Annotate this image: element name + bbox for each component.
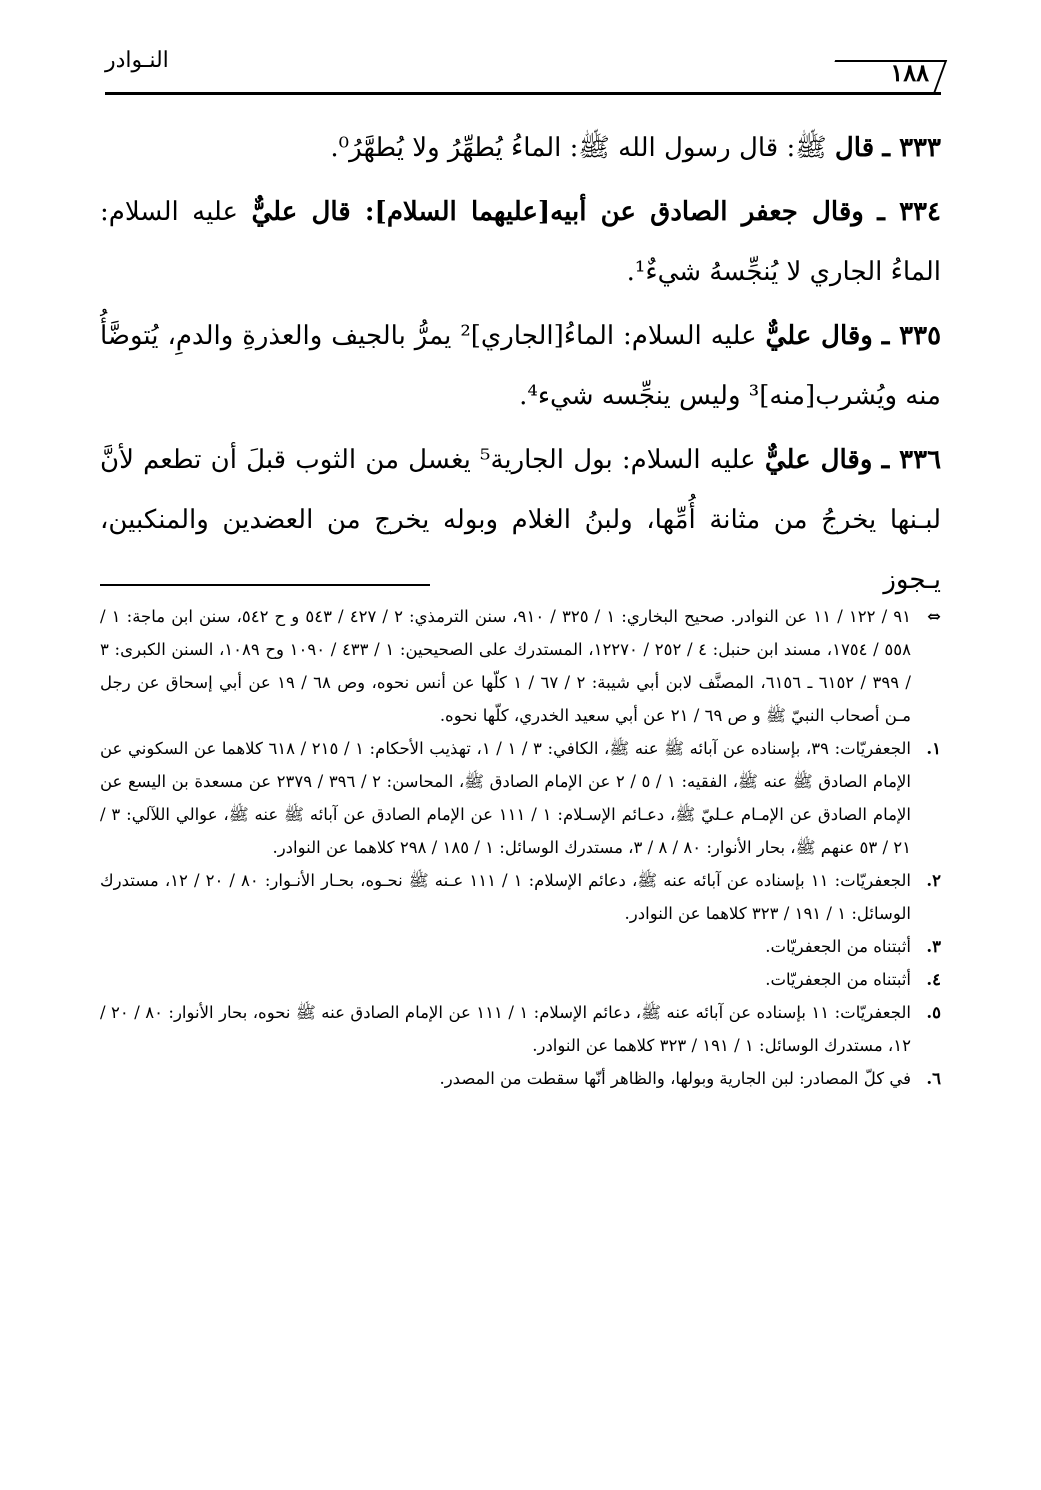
running-header [105, 40, 941, 96]
page-number: ١٨٨ [890, 58, 929, 87]
header-rule [105, 92, 941, 95]
footnote-divider [100, 584, 430, 586]
hadith-lead: وقال جعفر الصادق عن أبيه[عليهما السلام]: قال عليٌّ [251, 197, 864, 227]
footnote-2 [100, 864, 941, 930]
hadith-text: عليه السلام: بول الجارية⁵ يغسل من الثوب قبلَ أن تطعم لأنَّ لبـنها يخرجُ من مثانة أُمِّها، ولبنُ الغلام وبوله يخرج من العضدين والمنكبين، يـجوز [100, 445, 941, 595]
hadith-number: ٣٣٥ ـ [881, 321, 942, 351]
source-arrow-icon: ⇔ [927, 607, 941, 626]
main-text [100, 118, 941, 614]
hadith-lead: وقال عليٌّ [764, 445, 873, 475]
footnote-text: في كلّ المصادر: لبن الجارية وبولها، والظاهر أنّها سقطت من المصدر. [439, 1069, 911, 1088]
footnote-marker: ٢. [926, 871, 941, 890]
hadith-number: ٣٣٣ ـ [882, 133, 941, 163]
footnote-marker: ١. [926, 739, 941, 758]
footnote-text: الجعفريّات: ٣٩، بإسناده عن آبائه ﷺ عنه ﷺ، الكافي: ٣ / ١ / ١، تهذيب الأحكام: ١ / ٢١٥ / ٦١٨ كلاهما عن السكوني عن الإمام الصادق ﷺ عنه ﷺ، الفقيه: ١ / ٥ / ٢ عن الإمام الصادق ﷺ، المحاسن: ٢ / ٣٩٦ / ٢٣٧٩ عن مسعدة بن اليسع عن الإمام الصادق عن الإمـام عـليّ ﷺ، دعـائم الإسـلام: ١ / ١١١ عن الإمام الصادق عن آبائه ﷺ عنه ﷺ، عوالي اللآلي: ٣ / ٢١ / ٥٣ عنهم ﷺ، بحار الأنوار: ٨٠ / ٨ / ٣، مستدرك الوسائل: ١ / ١٨٥ / ٢٩٨ كلاهما عن النوادر. [100, 739, 911, 857]
hadith-number: ٣٣٤ ـ [877, 197, 941, 227]
footnote-3 [100, 930, 941, 963]
hadith-334 [100, 182, 941, 302]
running-title: النـوادر [105, 48, 169, 73]
hadith-335 [100, 306, 941, 426]
hadith-number: ٣٣٦ ـ [881, 445, 942, 475]
footnote-text: الجعفريّات: ١١ بإسناده عن آبائه عنه ﷺ، دعائم الإسلام: ١ / ١١١ عـنه ﷺ نحـوه، بحـار الأنـوار: ٨٠ / ٢٠ / ١٢، مستدرك الوسائل: ١ / ١٩١ / ٣٢٣ كلاهما عن النوادر. [100, 871, 911, 923]
footnote-marker: ٥. [926, 1003, 941, 1022]
hadith-333 [100, 118, 941, 178]
footnote-marker: ٣. [926, 937, 941, 956]
footnote-6 [100, 1062, 941, 1095]
footnote-text: ٩١ / ١٢٢ / ١١ عن النوادر. صحيح البخاري: ١ / ٣٢٥ / ٩١٠، سنن الترمذي: ٢ / ٤٢٧ / ٥٤٣ و ح ٥٤٢، سنن ابن ماجة: ١ / ٥٥٨ / ١٧٥٤، مسند ابن حنبل: ٤ / ٢٥٢ / ١٢٢٧٠، المستدرك على الصحيحين: ١ / ٤٣٣ / ١٠٩٠ وح ١٠٨٩، السنن الكبرى: ٣ / ٣٩٩ / ٦١٥٢ ـ ٦١٥٦، المصنَّف لابن أبي شيبة: ٢ / ٦٧ / ١ كلّها عن أنس نحوه، وص ٦٨ / ١٩ عن أبي إسحاق عن رجل مـن أصحاب النبيّ ﷺ و ص ٦٩ / ٢١ عن أبي سعيد الخدري، كلّها نحوه. [100, 607, 911, 725]
footnote-text: الجعفريّات: ١١ بإسناده عن آبائه عنه ﷺ، دعائم الإسلام: ١ / ١١١ عن الإمام الصادق عنه ﷺ نحوه، بحار الأنوار: ٨٠ / ٢٠ / ١٢، مستدرك الوسائل: ١ / ١٩١ / ٣٢٣ كلاهما عن النوادر. [100, 1003, 911, 1055]
footnote-marker: ٦. [926, 1069, 941, 1088]
hadith-lead: وقال عليٌّ [765, 321, 873, 351]
footnote-source [100, 600, 941, 732]
footnote-1 [100, 732, 941, 864]
hadith-text: عليه السلام: الماءُ[الجاري]² يمرُّ بالجيف والعذرةِ والدمِ، يُتوضَّأُ منه ويُشرب[منه]³ وليس ينجِّسه شيء⁴. [100, 321, 941, 411]
hadith-lead: قال [834, 133, 875, 163]
footnote-4 [100, 963, 941, 996]
footnote-text: أثبتناه من الجعفريّات. [765, 937, 911, 956]
hadith-text: عليه السلام: الماءُ الجاري لا يُنجِّسهُ شيءٌ¹. [100, 197, 941, 287]
hadith-text: ﷺ: قال رسول الله ﷺ: الماءُ يُطهِّرُ ولا يُطهَّرُ⁰. [330, 133, 827, 163]
hadith-336 [100, 430, 941, 610]
footnotes [100, 600, 941, 1095]
footnote-5 [100, 996, 941, 1062]
footnote-marker: ٤. [926, 970, 941, 989]
footnote-text: أثبتناه من الجعفريّات. [765, 970, 911, 989]
